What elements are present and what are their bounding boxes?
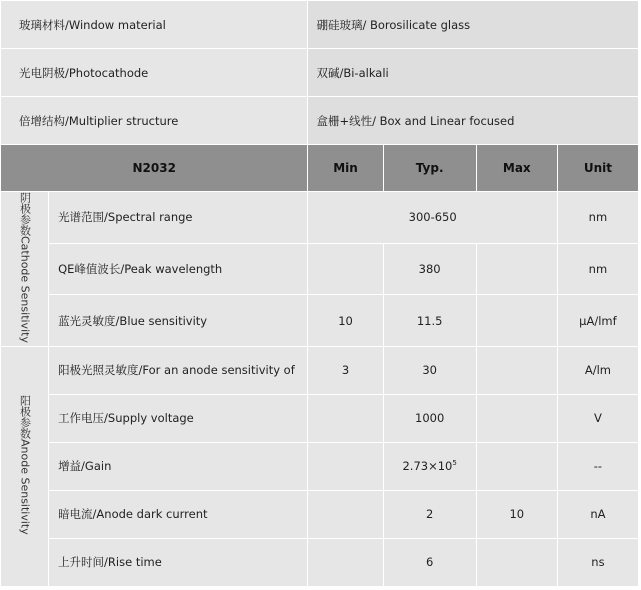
gain-label: 增益/Gain [49, 443, 307, 490]
header-min: Min [308, 145, 382, 191]
supply-voltage-label: 工作电压/Supply voltage [49, 395, 307, 442]
photocathode-value: 双碱/Bi-alkali [308, 49, 638, 96]
supply-voltage-min [308, 395, 382, 442]
gain-unit: -- [558, 443, 638, 490]
multiplier-structure-label: 倍增结构/Multiplier structure [1, 97, 307, 144]
dark-current-unit: nA [558, 491, 638, 538]
header-model: N2032 [1, 145, 307, 191]
peak-wavelength-max [477, 244, 557, 295]
table-row [1, 244, 638, 295]
header-max: Max [477, 145, 557, 191]
cathode-group-cell [1, 192, 48, 346]
table-row [1, 97, 638, 144]
anode-sensitivity-max [477, 347, 557, 394]
dark-current-min [308, 491, 382, 538]
rise-time-unit: ns [558, 539, 638, 586]
table-row [1, 49, 638, 96]
multiplier-structure-value: 盒栅+线性/ Box and Linear focused [308, 97, 638, 144]
anode-sensitivity-unit: A/lm [558, 347, 638, 394]
gain-typ [384, 443, 476, 490]
gain-max [477, 443, 557, 490]
anode-sensitivity-label: 阳极光照灵敏度/For an anode sensitivity of [49, 347, 307, 394]
table-row [1, 1, 638, 48]
table-row [1, 347, 638, 394]
table-header-row [1, 145, 638, 191]
anode-group-label: 阳极参数Anode Sensitivity [18, 395, 32, 535]
table-row [1, 192, 638, 243]
anode-group-cell [1, 347, 48, 586]
blue-sensitivity-typ: 11.5 [384, 295, 476, 346]
window-material-value: 硼硅玻璃/ Borosilicate glass [308, 1, 638, 48]
rise-time-typ: 6 [384, 539, 476, 586]
cathode-group-label: 阴极参数Cathode Sensitivity [18, 192, 32, 343]
dark-current-label: 暗电流/Anode dark current [49, 491, 307, 538]
dark-current-typ: 2 [384, 491, 476, 538]
dark-current-max: 10 [477, 491, 557, 538]
blue-sensitivity-label: 蓝光灵敏度/Blue sensitivity [49, 295, 307, 346]
blue-sensitivity-min: 10 [308, 295, 382, 346]
table-row [1, 491, 638, 538]
supply-voltage-max [477, 395, 557, 442]
rise-time-min [308, 539, 382, 586]
table-row [1, 539, 638, 586]
blue-sensitivity-unit: µA/lmf [558, 295, 638, 346]
table-row [1, 443, 638, 490]
table-row [1, 395, 638, 442]
supply-voltage-typ: 1000 [384, 395, 476, 442]
anode-sensitivity-min: 3 [308, 347, 382, 394]
peak-wavelength-unit: nm [558, 244, 638, 295]
spectral-range-value: 300-650 [308, 192, 556, 243]
table-row [1, 295, 638, 346]
rise-time-max [477, 539, 557, 586]
peak-wavelength-typ: 380 [384, 244, 476, 295]
blue-sensitivity-max [477, 295, 557, 346]
spectral-range-unit: nm [558, 192, 638, 243]
peak-wavelength-label: QE峰值波长/Peak wavelength [49, 244, 307, 295]
gain-typ-base: 2.73×10 [402, 459, 453, 474]
anode-sensitivity-typ: 30 [384, 347, 476, 394]
photocathode-label: 光电阴极/Photocathode [1, 49, 307, 96]
gain-min [308, 443, 382, 490]
supply-voltage-unit: V [558, 395, 638, 442]
spectral-range-label: 光谱范围/Spectral range [49, 192, 307, 243]
peak-wavelength-min [308, 244, 382, 295]
header-unit: Unit [558, 145, 638, 191]
window-material-label: 玻璃材料/Window material [1, 1, 307, 48]
header-typ: Typ. [384, 145, 476, 191]
gain-typ-exponent: 5 [452, 459, 457, 468]
rise-time-label: 上升时间/Rise time [49, 539, 307, 586]
